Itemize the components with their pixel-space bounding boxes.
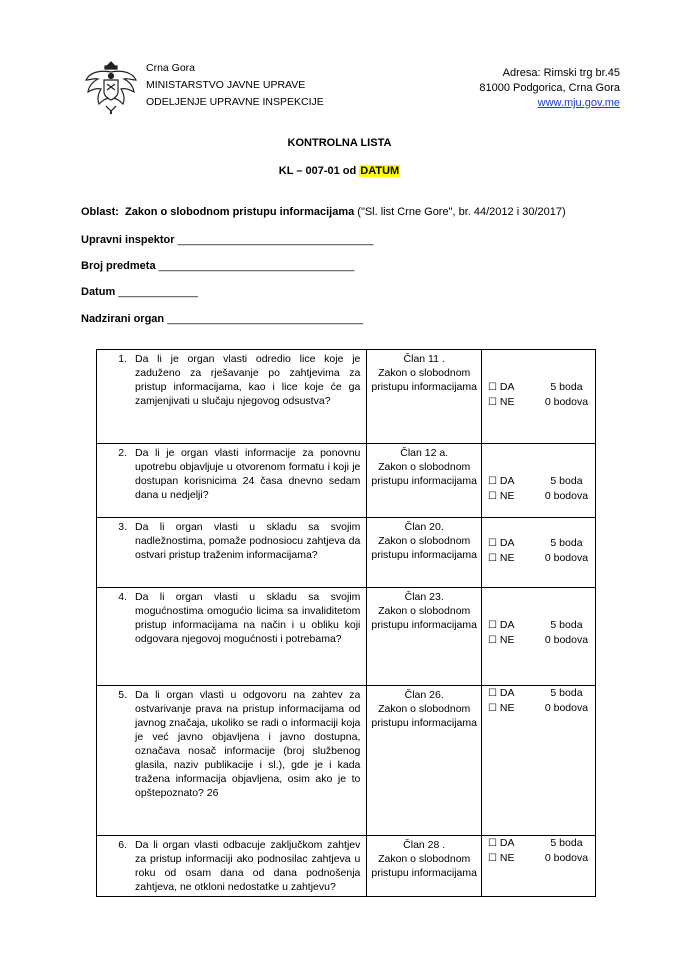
supervised-organ-label: Nadzirani organ — [81, 313, 165, 325]
answer-no-option[interactable] — [488, 395, 538, 410]
checkbox-yes-icon[interactable]: ☐ — [487, 476, 497, 487]
answer-yes-label: DA — [499, 619, 515, 631]
yes-points: 5 boda — [550, 619, 583, 631]
address-line-2: 81000 Podgorica, Crna Gora — [479, 82, 620, 94]
document-title: KONTROLNA LISTA — [287, 137, 392, 149]
answer-no-label: NE — [499, 852, 515, 864]
checklist-row — [97, 518, 596, 588]
answer-cell — [481, 350, 595, 444]
checklist-row — [97, 444, 596, 518]
oblast-law-reference: ("Sl. list Crne Gore", br. 44/2012 i 30/2017) — [354, 206, 566, 218]
question-cell — [97, 518, 367, 588]
answer-yes-label: DA — [499, 837, 515, 849]
answer-yes-option[interactable] — [488, 536, 538, 551]
question-number: 2. — [118, 447, 127, 459]
article-line: Član 11 . — [403, 353, 445, 365]
supervised-organ-blank-line[interactable]: ________________________________ — [167, 313, 363, 325]
no-points: 0 bodova — [544, 396, 589, 408]
answer-cell — [481, 444, 595, 518]
answer-no-label: NE — [499, 490, 515, 502]
inspector-field[interactable] — [81, 234, 373, 246]
article-line: Član 12 a. — [400, 447, 449, 459]
question-number: 5. — [118, 689, 127, 701]
yes-points: 5 boda — [550, 475, 583, 487]
no-points: 0 bodova — [544, 552, 589, 564]
question-text: Da li je organ vlasti informacije za ponovnu upotrebu objavljuje u otvorenom formatu i koji je dostupan korisnicima 24 časa dnevno sedam dana u nedjelji? — [135, 447, 361, 501]
date-blank-line[interactable]: _____________ — [118, 286, 198, 298]
answer-cell — [481, 588, 595, 686]
answer-yes-label: DA — [499, 537, 515, 549]
checkbox-no-icon[interactable]: ☐ — [487, 491, 497, 502]
answer-no-option[interactable] — [488, 633, 538, 648]
article-line: Zakon o slobodnom pristupu informacijama — [371, 853, 477, 879]
answer-cell — [481, 686, 595, 836]
article-line: Zakon o slobodnom pristupu informacijama — [371, 535, 477, 561]
answer-yes-option[interactable] — [488, 686, 538, 701]
answer-cell — [481, 518, 595, 588]
checklist-row — [97, 588, 596, 686]
checkbox-no-icon[interactable]: ☐ — [487, 703, 497, 714]
article-cell — [367, 686, 482, 836]
checklist-table — [96, 349, 596, 897]
article-line: Zakon o slobodnom pristupu informacijama — [371, 703, 477, 729]
date-field[interactable] — [81, 286, 198, 298]
answer-yes-option[interactable] — [488, 836, 538, 851]
answer-yes-label: DA — [499, 687, 515, 699]
answer-no-label: NE — [499, 396, 515, 408]
no-points: 0 bodova — [544, 490, 589, 502]
question-text: Da li organ vlasti u skladu sa svojim mogućnostima omogućio licima sa invaliditetom pristup informacijama na način i u obliku koji odgovara njegovoj mogućnosti i potrebama? — [135, 591, 361, 645]
answer-yes-label: DA — [499, 475, 515, 487]
answer-yes-option[interactable] — [488, 474, 538, 489]
checkbox-yes-icon[interactable]: ☐ — [487, 538, 497, 549]
case-number-label: Broj predmeta — [81, 260, 156, 272]
address-block — [479, 66, 620, 111]
article-line: Zakon o slobodnom pristupu informacijama — [371, 461, 477, 487]
date-label: Datum — [81, 286, 116, 298]
article-line: Član 26. — [404, 689, 444, 701]
article-line: Član 20. — [404, 521, 444, 533]
website-link[interactable]: www.mju.gov.me — [537, 97, 620, 109]
checkbox-yes-icon[interactable]: ☐ — [487, 838, 497, 849]
checklist-row — [97, 350, 596, 444]
question-number: 1. — [118, 353, 127, 365]
oblast-law-name: Zakon o slobodnom pristupu informacijama — [125, 206, 355, 218]
article-cell — [367, 588, 482, 686]
ministry-header — [146, 60, 324, 111]
answer-no-option[interactable] — [488, 851, 538, 866]
checkbox-yes-icon[interactable]: ☐ — [487, 620, 497, 631]
country-name: Crna Gora — [146, 62, 196, 74]
oblast-label: Oblast: — [81, 206, 119, 218]
question-cell — [97, 686, 367, 836]
checkbox-yes-icon[interactable]: ☐ — [487, 382, 497, 393]
checkbox-no-icon[interactable]: ☐ — [487, 553, 497, 564]
checkbox-no-icon[interactable]: ☐ — [487, 853, 497, 864]
article-cell — [367, 518, 482, 588]
answer-yes-label: DA — [499, 381, 515, 393]
checklist-row — [97, 686, 596, 836]
article-cell — [367, 836, 482, 897]
answer-no-option[interactable] — [488, 701, 538, 716]
question-cell — [97, 588, 367, 686]
oblast-line — [81, 206, 566, 218]
supervised-organ-field[interactable] — [81, 313, 363, 325]
no-points: 0 bodova — [544, 702, 589, 714]
case-number-blank-line[interactable]: ________________________________ — [158, 260, 355, 272]
answer-yes-option[interactable] — [488, 618, 538, 633]
inspector-label: Upravni inspektor — [81, 234, 175, 246]
question-text: Da li organ vlasti u skladu sa svojim nadležnostima, pomaže podnosiocu zahtjeva da ostvari pristup traženim informacijama? — [135, 521, 361, 561]
yes-points: 5 boda — [550, 537, 583, 549]
checklist-row — [97, 836, 596, 897]
question-cell — [97, 444, 367, 518]
coat-of-arms-emblem — [80, 56, 142, 118]
answer-no-label: NE — [499, 702, 515, 714]
department-name: ODELJENJE UPRAVNE INSPEKCIJE — [146, 96, 324, 108]
ministry-name: MINISTARSTVO JAVNE UPRAVE — [146, 79, 306, 91]
article-line: Član 28 . — [403, 839, 446, 851]
yes-points: 5 boda — [550, 687, 583, 699]
document-code-prefix: KL – 007-01 od — [278, 165, 360, 177]
answer-no-label: NE — [499, 634, 515, 646]
case-number-field[interactable] — [81, 260, 354, 272]
checkbox-no-icon[interactable]: ☐ — [487, 397, 497, 408]
no-points: 0 bodova — [544, 634, 589, 646]
answer-yes-option[interactable] — [488, 380, 538, 395]
question-cell — [97, 836, 367, 897]
article-cell — [367, 350, 482, 444]
address-line-1: Adresa: Rimski trg br.45 — [502, 67, 620, 79]
question-number: 3. — [118, 521, 127, 533]
answer-no-option[interactable] — [488, 489, 538, 504]
yes-points: 5 boda — [550, 381, 583, 393]
question-cell — [97, 350, 367, 444]
checkbox-no-icon[interactable]: ☐ — [487, 635, 497, 646]
inspector-blank-line[interactable]: ________________________________ — [177, 234, 374, 246]
question-text: Da li organ vlasti u odgovoru na zahtev za ostvarivanje prava na pristup informacijama od javnog značaja, ukoliko se radi o informaciji koja je već javno objavljena i javno dostupna, označava nosač informacije (broj službenog glasila, naziv publikacije i sl.), gde je i kada tražena informacija objavljena, osim ako je to opštepoznato? 26 — [135, 689, 361, 799]
question-text: Da li organ vlasti odbacuje zaključkom zahtjev za pristup informaciji ako podnosilac zahtjeva u roku od osam dana od dana podnošenja zahtjeva, ne otkloni nedostatke u zahtjevu? — [135, 839, 361, 893]
article-line: Član 23. — [404, 591, 444, 603]
answer-cell — [481, 836, 595, 897]
article-line: Zakon o slobodnom pristupu informacijama — [371, 605, 477, 631]
date-placeholder-highlight: DATUM — [360, 165, 400, 177]
question-number: 6. — [118, 839, 127, 851]
checkbox-yes-icon[interactable]: ☐ — [487, 688, 497, 699]
question-number: 4. — [118, 591, 127, 603]
document-code — [0, 165, 679, 177]
answer-no-label: NE — [499, 552, 515, 564]
article-line: Zakon o slobodnom pristupu informacijama — [371, 367, 477, 393]
yes-points: 5 boda — [550, 837, 583, 849]
question-text: Da li je organ vlasti odredio lice koje je zaduženo za rješavanje po zahtjevima za pristup informacijama, kao i lice koje će ga zamjenjivati u slučaju njegovog odsustva? — [135, 353, 361, 407]
no-points: 0 bodova — [544, 852, 589, 864]
article-cell — [367, 444, 482, 518]
answer-no-option[interactable] — [488, 551, 538, 566]
